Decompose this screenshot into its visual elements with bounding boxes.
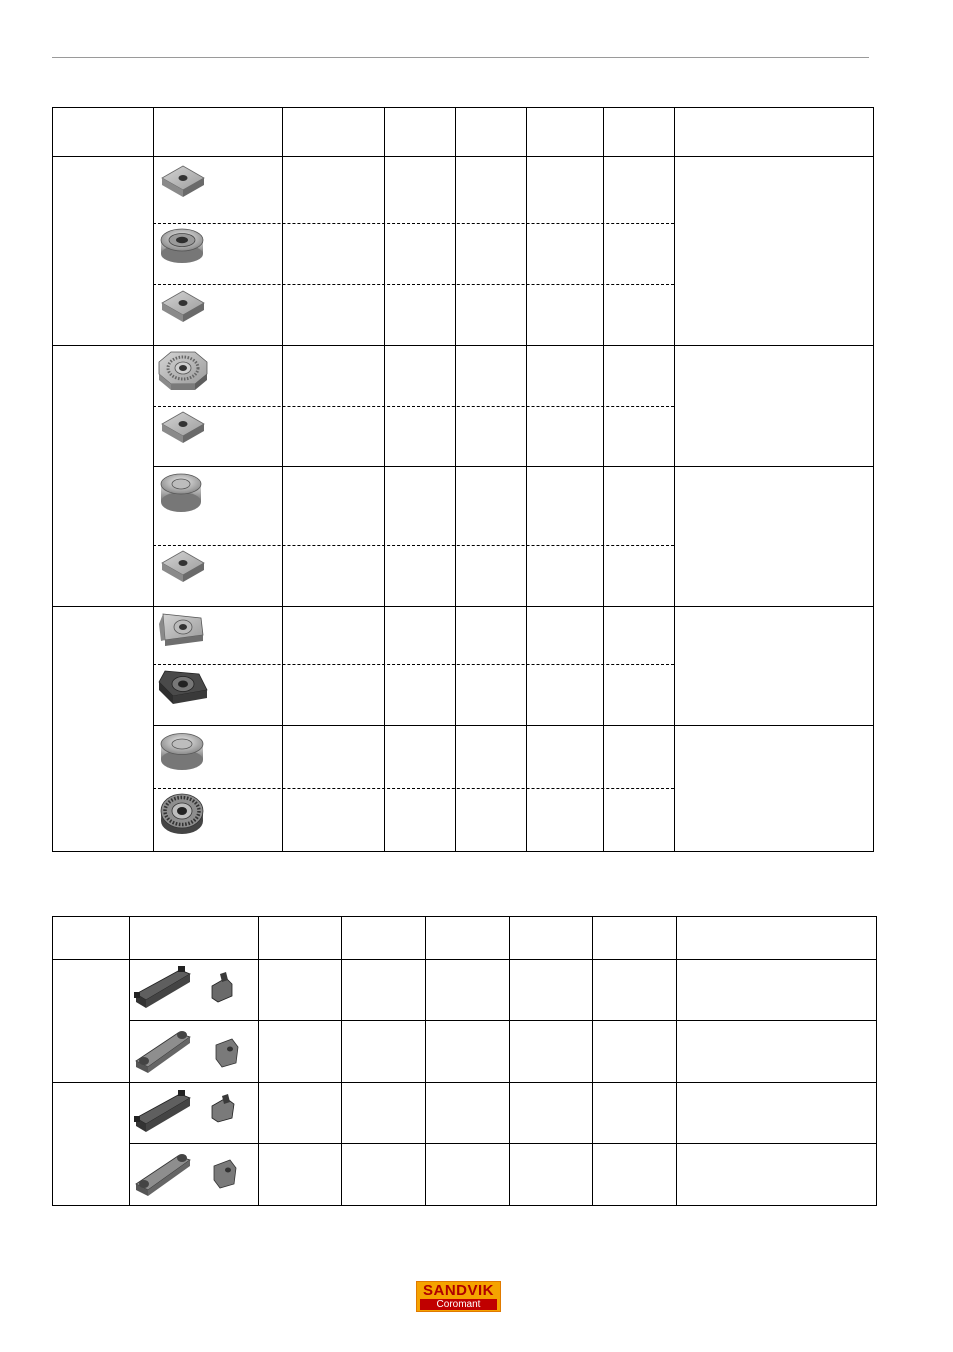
row-separator: [153, 545, 674, 546]
header-divider: [52, 156, 874, 157]
column-line: [282, 107, 283, 851]
table-border: [52, 916, 877, 917]
header-divider: [52, 959, 877, 960]
row-separator: [153, 223, 674, 224]
column-line: [592, 916, 593, 1205]
table-border: [52, 1205, 877, 1206]
square-insert-icon: [160, 410, 206, 446]
group-divider: [52, 606, 874, 607]
round-insert-icon: [158, 226, 206, 266]
grooving-insert-icon: [132, 1088, 250, 1136]
row-separator: [153, 664, 674, 665]
octagon-insert-icon: [157, 350, 209, 392]
rhombic-insert-icon: [157, 611, 207, 647]
sandvik-coromant-logo: [416, 1281, 501, 1312]
square-insert-icon: [160, 549, 206, 585]
column-line: [674, 107, 675, 851]
column-line: [876, 916, 877, 1205]
column-line: [455, 107, 456, 851]
row-separator: [153, 466, 674, 467]
dark-rhombic-insert-icon: [157, 668, 209, 708]
column-line: [258, 916, 259, 1205]
row-separator: [153, 284, 674, 285]
logo-sub: Coromant: [420, 1299, 497, 1310]
grooving-insert-icon: [132, 1025, 250, 1077]
column-line: [341, 916, 342, 1205]
column-line: [603, 107, 604, 851]
square-insert-icon: [160, 164, 206, 200]
logo-brand: SANDVIK: [422, 1282, 494, 1299]
column-line: [425, 916, 426, 1205]
square-insert-icon: [160, 289, 206, 325]
row-separator: [153, 788, 674, 789]
column-line: [509, 916, 510, 1205]
column-line: [384, 107, 385, 851]
column-line: [676, 916, 677, 1205]
row-separator: [129, 1020, 877, 1021]
table-border: [52, 107, 874, 108]
round-insert-icon: [158, 731, 206, 773]
column-line: [873, 107, 874, 851]
group-divider: [52, 1082, 877, 1083]
row-separator: [153, 406, 674, 407]
column-line: [129, 916, 130, 1205]
top-rule: [52, 57, 869, 58]
grooving-insert-icon: [132, 1148, 250, 1200]
column-line: [52, 916, 53, 1205]
table-border: [52, 851, 874, 852]
grooving-insert-icon: [132, 964, 250, 1012]
note-divider: [674, 725, 874, 726]
round-insert-icon: [158, 472, 204, 514]
row-separator: [153, 725, 674, 726]
column-line: [526, 107, 527, 851]
group-divider: [52, 345, 874, 346]
note-divider: [674, 466, 874, 467]
row-separator: [129, 1143, 877, 1144]
column-line: [153, 107, 154, 851]
round-chipbreaker-insert-icon: [158, 791, 206, 837]
column-line: [52, 107, 53, 851]
